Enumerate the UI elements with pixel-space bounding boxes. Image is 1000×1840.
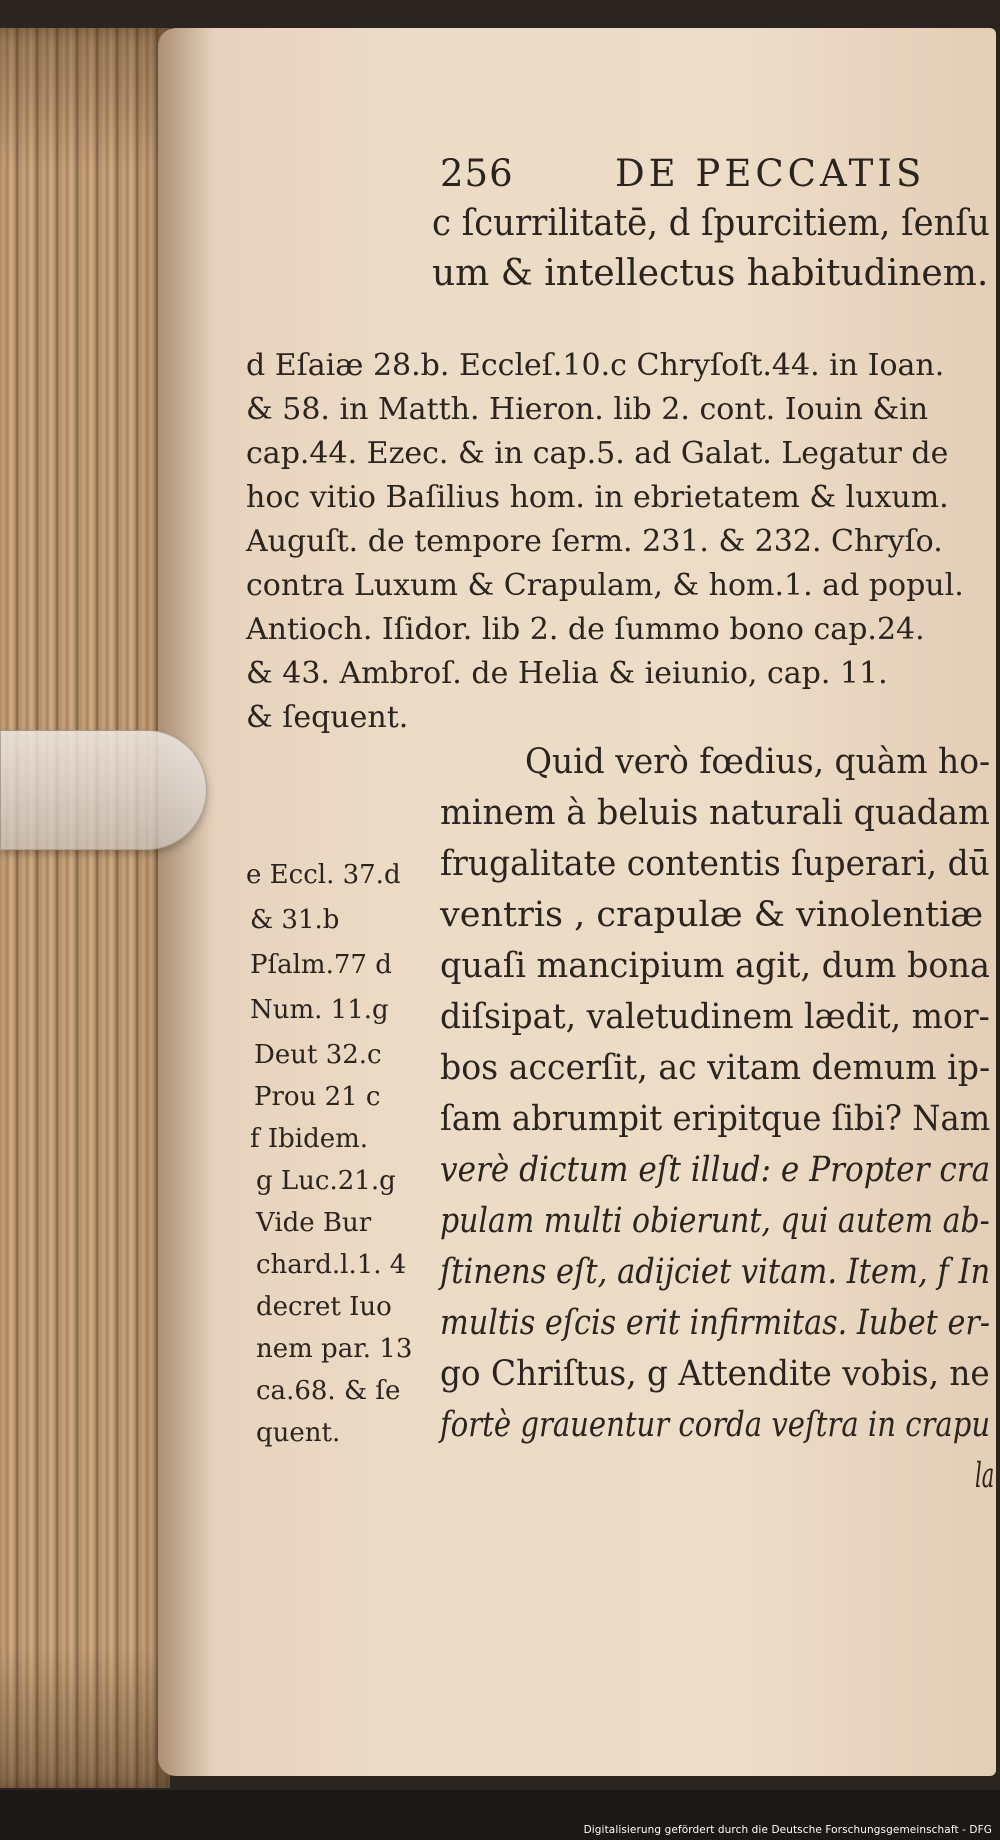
note-line: cap.44. Ezec. & in cap.5. ad Galat. Legatur de [246, 436, 949, 471]
body-line: ſtinens eſt, adijciet vitam. Item, f In [440, 1252, 991, 1292]
margin-note: g Luc.21.g [256, 1166, 396, 1196]
margin-note: & 31.b [250, 905, 340, 935]
body-line: diſsipat, valetudinem lædit, mor- [440, 997, 990, 1037]
margin-note: nem par. 13 [256, 1334, 413, 1364]
margin-note: ca.68. & ſe [256, 1376, 401, 1406]
body-line: pulam multi obierunt, qui autem ab- [440, 1201, 990, 1241]
margin-note: Vide Bur [256, 1208, 372, 1238]
gutter-shadow [158, 28, 218, 1776]
margin-note: e Eccl. 37.d [246, 860, 401, 890]
digitization-credit: Digitalisierung gefördert durch die Deutsche Forschungsgemeinschaft - DFG [583, 1824, 992, 1836]
page-number: 256 [440, 152, 514, 195]
margin-note: Deut 32.c [254, 1040, 382, 1070]
body-line: bos accerſit, ac vitam demum ip- [440, 1048, 991, 1088]
body-line: go Chriſtus, g Attendite vobis, ne [440, 1354, 990, 1394]
note-line: Antioch. Iſidor. lib 2. de ſummo bono cap.24. [246, 612, 925, 647]
note-line: & 58. in Matth. Hieron. lib 2. cont. Iouin &in [246, 392, 929, 427]
margin-note: Num. 11.g [250, 995, 389, 1025]
running-title: DE PECCATIS [615, 152, 926, 195]
note-line: Auguſt. de tempore ſerm. 231. & 232. Chryſo. [246, 524, 943, 559]
margin-note: Prou 21 c [254, 1082, 381, 1112]
body-line: quaſi mancipium agit, dum bona [440, 946, 990, 986]
body-line: multis eſcis erit infirmitas. Iubet er- [440, 1303, 991, 1343]
body-line: verè dictum eſt illud: e Propter cra [440, 1150, 991, 1190]
body-line: ventris , crapulæ & vinolentiæ [440, 895, 984, 935]
note-line: contra Luxum & Crapulam, & hom.1. ad popul. [246, 568, 964, 603]
note-line: hoc vitio Baſilius hom. in ebrietatem & luxum. [246, 480, 949, 515]
margin-note: f Ibidem. [250, 1124, 369, 1154]
note-line: d Eſaiæ 28.b. Eccleſ.10.c Chryſoſt.44. in Ioan. [246, 348, 945, 383]
margin-note: decret Iuo [256, 1292, 392, 1322]
body-line: fortè grauentur corda veſtra in crapu [440, 1405, 991, 1445]
edge-shading [0, 28, 170, 1788]
page-clip [0, 730, 207, 850]
body-line: frugalitate contentis ſuperari, dū [440, 844, 990, 884]
margin-note: chard.l.1. 4 [256, 1250, 407, 1280]
margin-note: Pſalm.77 d [250, 950, 392, 980]
body-line: la [975, 1456, 995, 1496]
text-line: c ſcurrilitatē, d ſpurcitiem, ſenſu [432, 203, 990, 244]
margin-note: quent. [256, 1418, 341, 1448]
note-line: & 43. Ambroſ. de Helia & ieiunio, cap. 11. [246, 656, 888, 691]
body-line: minem à beluis naturali quadam [440, 793, 990, 833]
body-line: ſam abrumpit eripitque ſibi? Nam [440, 1099, 991, 1139]
text-line: um & intellectus habitudinem. [432, 253, 989, 294]
note-line: & ſequent. [246, 700, 409, 735]
body-line: Quid verò fœdius, quàm ho- [525, 742, 991, 782]
